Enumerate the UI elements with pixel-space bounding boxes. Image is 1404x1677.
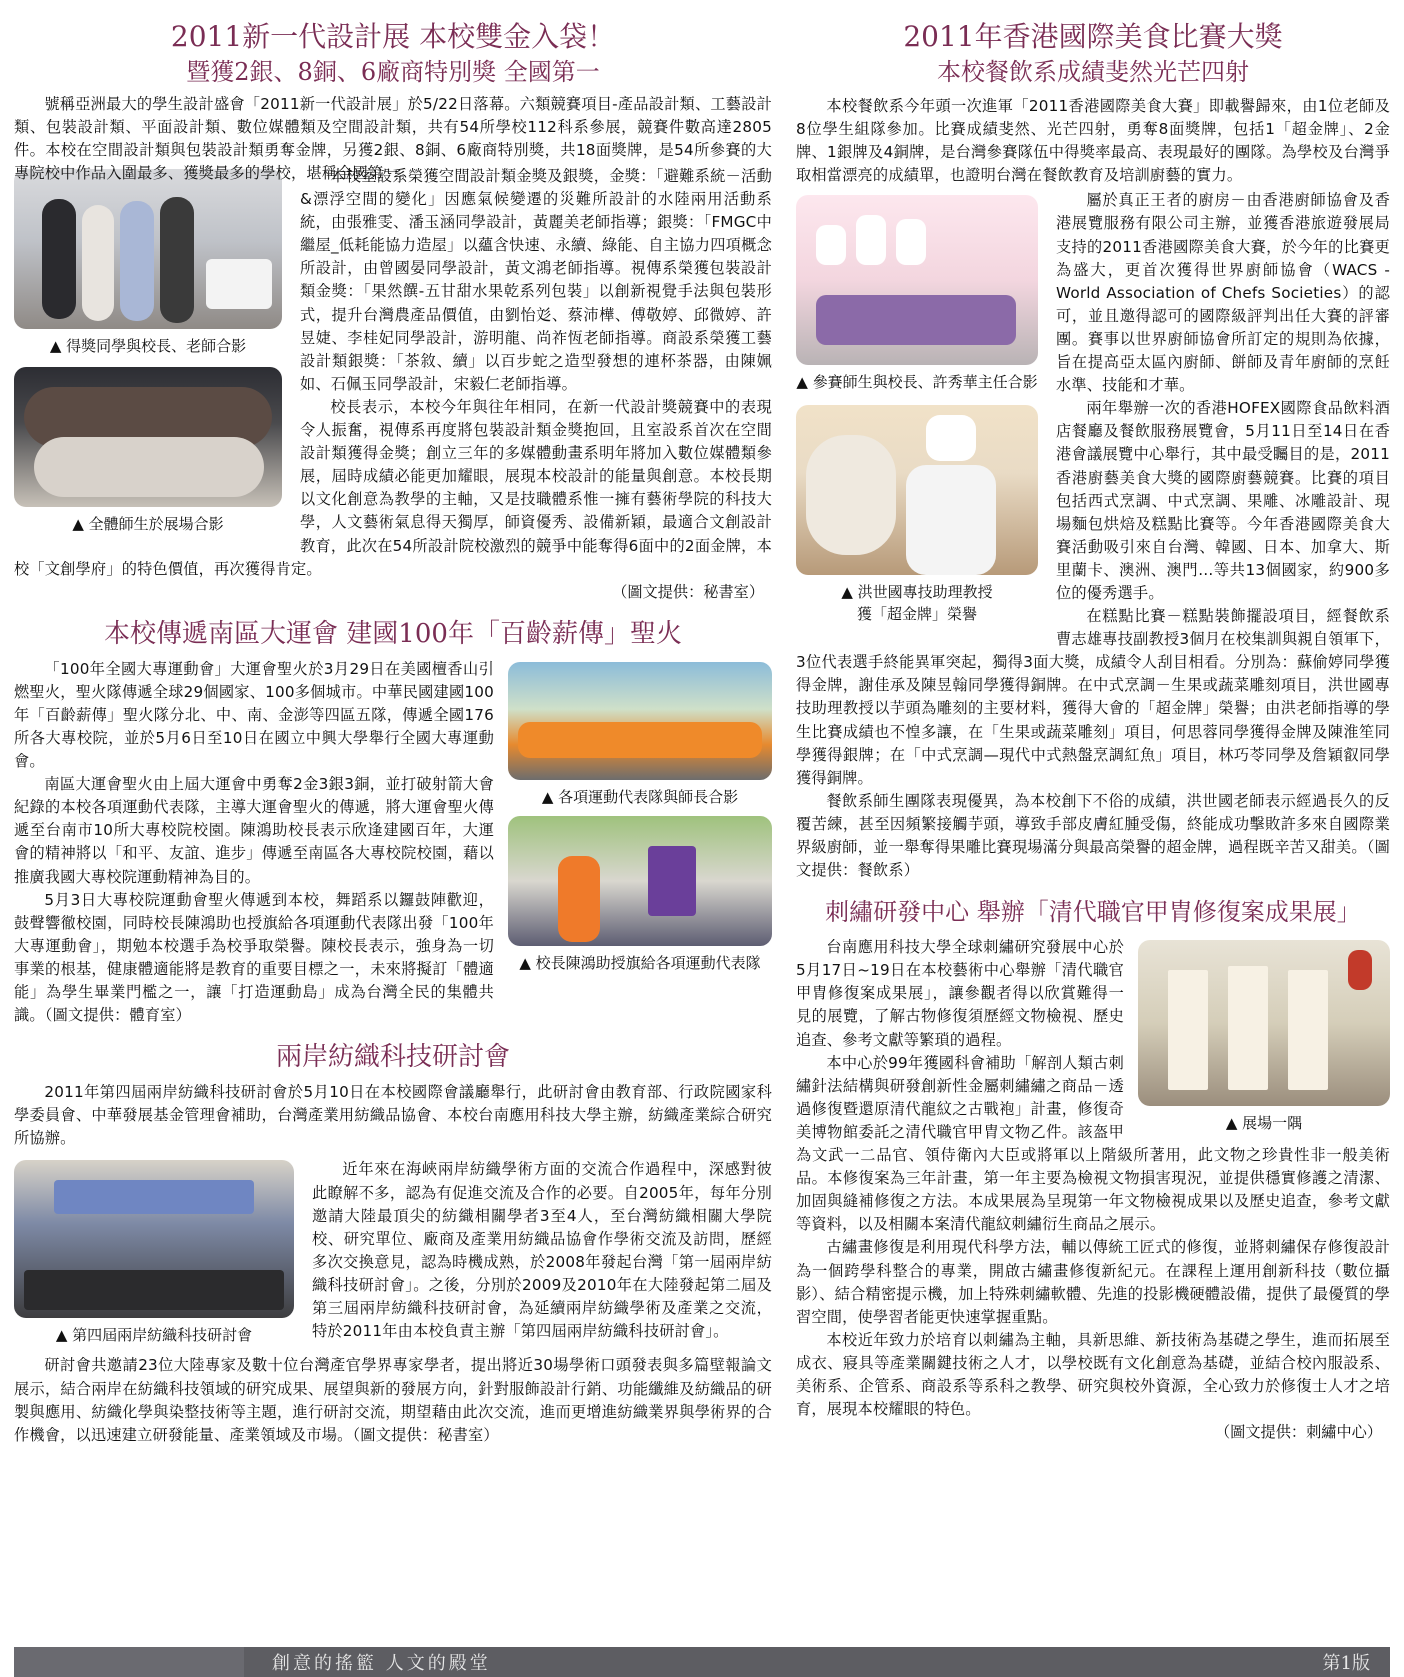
footer-stripe — [14, 1647, 244, 1677]
photo-caption: ▲ 參賽師生與校長、許秀華主任合影 — [796, 371, 1037, 393]
article-paragraph: 校長表示，本校今年與往年相同，在新一代設計獎競賽中的表現令人振奮，視傳系再度將包裝設計類金獎抱回，且室設系首次在空間設計類獲得金獎；創立三年的多媒體動畫系明年將加入數位媒體類參展，屆時成績必能更加耀眼，展現本校設計的能量與創意。本校長期以文化創意為教學的主軸，又是技職體系惟一擁有藝術學院的科技大學，人文藝術氣息得天獨厚，師資優秀、設備新穎，最適合文創設計教育，此次在54所設計院校激烈的競爭中能奪得6面中的2面金牌，本校「文創學府」的特色價值，再次獲得肯定。 — [14, 397, 772, 578]
article-paragraph: 5月3日大專校院運動會聖火傳遞到本校，舞蹈系以鑼鼓陣歡迎，鼓聲響徹校園，同時校長陳鴻助也授旗給各項運動代表隊出發「100年大專運動會」，期勉本校選手為校爭取榮譽。陳校長表示，強身為一切事業的根基，健康體適能將是教育的重要目標之一，未來將擬訂「體適能」為學生畢業門檻之一，讓「打造運動島」成為台灣全民的集體共識。（圖文提供：體育室） — [14, 890, 494, 1025]
article-paragraph: 古繡畫修復是利用現代科學方法，輔以傳統工匠式的修復，並將刺繡保存修復設計為一個跨學科整合的專業，開啟古繡畫修復新紀元。在課程上運用創新科技（數位攝影）、結合精密提示機，加上特殊刺繡軟體、先進的投影機硬體設備，提供了最優質的學習空間，使學習者能更快速掌握重點。 — [796, 1238, 1390, 1326]
photo-flag-handover — [508, 816, 772, 946]
article-title: 2011新一代設計展 本校雙金入袋！ — [170, 20, 616, 53]
photo-award-students — [14, 169, 282, 329]
article-paragraph: 「100年全國大專運動會」大運會聖火於3月29日在美國檀香山引燃聖火，聖火隊傳遞全球29個國家、100多個城市。中華民國建國100年「百齡薪傳」聖火隊分北、中、南、金澎等四區五隊，傳遞全國176所各大專校院，並於5月6日至10日在國立中興大學舉行全國大專運動會。 — [14, 659, 494, 771]
article-hk-culinary — [796, 0, 1390, 882]
photo-caption: ▲ 展場一隅 — [1226, 1112, 1302, 1134]
article-subtitle: 暨獲2銀、8銅、6廠商特別獎 全國第一 — [186, 58, 600, 86]
article-paragraph: 台南應用科技大學全球刺繡研究發展中心於5月17日~19日在本校藝術中心舉辦「清代職官甲胄修復案成果展」，讓參觀者得以欣賞難得一見的展覽，了解古物修復須歷經文物檢視、歷史追查、參考文獻等繁瑣的過程。 — [796, 938, 1124, 1049]
photo-caption: ▲ 各項運動代表隊與師長合影 — [542, 786, 738, 808]
article-paragraph: 近年來在海峽兩岸紡織學術方面的交流合作過程中，深感對彼此瞭解不多，認為有促進交流及合作的必要。自2005年，每年分別邀請大陸最頂尖的紡織相關學者3至4人，至台灣紡織相關大學院校、研究單位、廠商及產業用紡織品協會作學術交流及訪問，歷經多次交換意見，認為時機成熟，於2008年發起台灣「第一屆兩岸紡織科技研討會」。之後，分別於2009及2010年在大陸發起第二屆及第三屆兩岸紡織科技研討會，為延續兩岸紡織學術及產業之交流，特於2011年由本校負責主辦「第四屆兩岸紡織科技研討會」。 — [312, 1160, 772, 1341]
photo-caption: ▲ 洪世國專技助理教授 — [841, 581, 992, 603]
article-embroidery-exhibit — [796, 892, 1390, 1444]
photo-credit: （圖文提供：刺繡中心） — [1214, 1423, 1382, 1442]
article-paragraph: 2011年第四屆兩岸紡織科技研討會於5月10日在本校國際會議廳舉行，此研討會由教育部、行政院國家科學委員會、中華發展基金管理會補助，台灣產業用紡織品協會、本校台南應用科技大學主辦，紡織產業綜合研究所協辦。 — [14, 1083, 772, 1148]
article-title: 本校傳遞南區大運會 建國100年「百齡薪傳」聖火 — [104, 618, 682, 649]
article-title: 2011年香港國際美食比賽大獎 — [903, 20, 1283, 53]
photo-credit: （圖文提供：秘書室） — [612, 582, 764, 601]
article-design-expo — [14, 0, 772, 604]
photo-figure — [1138, 940, 1390, 1138]
article-paragraph: 本校餐飲系今年頭一次進軍「2011香港國際美食大賽」即載譽歸來，由1位老師及8位學生組隊參加。比賽成績斐然、光芒四射，勇奪8面獎牌，包括1「超金牌」、2金牌、1銀牌及4銅牌，是台灣參賽隊伍中得獎率最高、表現最好的團隊。為學校及台灣爭取相當漂亮的成績單，也證明台灣在餐飲教育及培訓廚藝的實力。 — [796, 97, 1390, 185]
photo-caption: ▲ 第四屆兩岸紡織科技研討會 — [56, 1324, 252, 1346]
photo-group-exhibit — [14, 367, 282, 507]
page-footer — [14, 1647, 1390, 1677]
photo-exhibit-corner — [1138, 940, 1390, 1106]
photo-chefs-group — [796, 195, 1038, 365]
right-column — [796, 0, 1390, 1454]
photo-figure — [796, 195, 1038, 625]
photo-figure — [14, 1160, 294, 1350]
photo-chef-medal — [796, 405, 1038, 575]
article-title: 刺繡研發中心 舉辦「清代職官甲胄修復案成果展」 — [825, 898, 1361, 927]
article-torch-relay — [14, 614, 772, 1028]
article-paragraph: 南區大運會聖火由上屆大運會中勇奪2金3銀3銅，並打破射箭大會紀錄的本校各項運動代表隊，主導大運會聖火的傳遞，將大運會聖火傳遞至台南市10所大專校院校園。陳鴻助校長表示欣逢建國百年，大運會的精神將以「和平、友誼、進步」傳遞至南區各大專校院校園，藉以推廣我國大專校院運動精神為目的。 — [14, 775, 494, 886]
article-paragraph: 號稱亞洲最大的學生設計盛會「2011新一代設計展」於5/22日落幕。六類競賽項目-產品設計類、工藝設計類、包裝設計類、平面設計類、數位媒體類及空間設計類，共有54所學校112科系參展，競賽件數高達2805件。本校在空間設計類與包裝設計類勇奪金牌，另獲2銀、8銅、6廠商特別獎，共18面獎牌，是54所參賽的大專院校中作品入圍最多、獲獎最多的學校，堪稱全國第一。 — [14, 95, 772, 183]
article-textile-seminar — [14, 1037, 772, 1447]
article-paragraph: 在糕點比賽－糕點裝飾擺設項目，經餐飲系曹志雄專技副教授3個月在校集訓與親自領軍下，3位代表選手終能異軍突起，獨得3面大獎，成績令人刮目相看。分別為：蘇偷婷同學獲得金牌，謝佳承及陳昱翰同學獲得銅牌。在中式烹調－生果或蔬菜雕刻項目，洪世國專技助理教授以芋頭為雕刻的主要材料，獲得大會的「超金牌」榮譽；由洪老師指導的學生比賽成績也不惶多讓，在「生果或蔬菜雕刻」項目，何思蓉同學獲得金牌及陳淮笙同學獲得銀牌；在「中式烹調—現代中式熱盤烹調紅魚」項目，林巧苓同學及詹穎叡同學獲得銅牌。 — [796, 607, 1390, 787]
left-column — [14, 0, 772, 1457]
photo-figure — [508, 662, 772, 978]
article-paragraph: 本中心於99年獲國科會補助「解剖人類古刺繡針法結構與研發創新性金屬刺繡繡之商品－透過修復暨還原清代龍紋之古戰袍」計畫，修復奇美博物館委託之清代職官甲胄文物乙件。該盔甲為文武一二品官、領侍衛內大臣或將軍以上階級所著用，此文物之珍貴性非一般美術品。本修復案為三年計畫，第一年主要為檢視文物損害現況，並提供穩實修護之清潔、加固與縫補修復之方法。本成果展為呈現第一年文物檢視成果以及歷史追查，參考文獻等資料，以及相關本案清代龍紋刺繡衍生商品之展示。 — [796, 1053, 1390, 1234]
photo-caption-line2: 獲「超金牌」榮譽 — [856, 605, 977, 624]
footer-motto: 創意的搖籃 人文的殿堂 — [272, 1653, 491, 1674]
photo-caption: ▲ 校長陳鴻助授旗給各項運動代表隊 — [519, 952, 760, 974]
page-number: 第1版 — [1322, 1653, 1370, 1674]
article-paragraph: 本校近年致力於培育以刺繡為主軸，具新思維、新技術為基礎之學生，進而拓展至成衣、寢具等產業關鍵技術之人才，以學校既有文化創意為基礎，並結合校內服設系、美術系、企管系、商設系等系科之教學、研究與校外資源，全心致力於修復士人才之培育，展現本校耀眼的特色。 — [796, 1330, 1390, 1419]
article-paragraph: 研討會共邀請23位大陸專家及數十位台灣產官學界專家學者，提出將近30場學術口頭發表與多篇壁報論文展示，結合兩岸在紡織科技領域的研究成果、展望與新的發展方向，針對服飾設計行銷、功能纖維及紡織品的研製與應用、紡織化學與染整技術等主題，進行研討交流，期望藉由此次交流，進而更增進紡織業界與學術界的合作機會，以迅速建立研發能量、產業領域及市場。（圖文提供：秘書室） — [14, 1356, 772, 1444]
article-paragraph: 餐飲系師生團隊表現優異，為本校創下不俗的成績，洪世國老師表示經過長久的反覆苦練，甚至因頻繁接觸芋頭，導致手部皮膚紅腫受傷，終能成功擊敗許多來自國際業界級廚師，並一舉奪得果雕比賽現場滿分與最高榮譽的超金牌，過程既辛苦又甜美。（圖文提供：餐飲系） — [796, 791, 1390, 880]
article-paragraph: 兩年舉辦一次的香港HOFEX國際食品飲料酒店餐廳及餐飲服務展覽會，5月11日至14日在香港會議展覽中心舉行，其中最受矚目的是，2011香港廚藝美食大獎的國際廚藝競賽。比賽的項目包括西式烹調、中式烹調、果雕、冰雕設計、現場麵包烘焙及糕點比賽等。今年香港國際美食大賽活動吸引來自台灣、韓國、日本、加拿大、斯里蘭卡、澳洲、澳門…等共13個國家，約900多位的優秀選手。 — [1056, 399, 1390, 602]
article-title: 兩岸紡織科技研討會 — [275, 1042, 510, 1073]
photo-caption: ▲ 全體師生於展場合影 — [72, 513, 223, 535]
photo-figure — [14, 169, 282, 539]
article-paragraph: 屬於真正王者的廚房－由香港廚師協會及香港展覽服務有限公司主辦，並獲香港旅遊發展局支持的2011香港國際美食大賽，於今年的比賽更為盛大，更首次獲得世界廚師協會（WACS - World Association of Chefs Societies）的認可，並且邀得認可的國際級評判出任大賽的評審團。賽事以世界廚師協會所訂定的規則為依據，旨在提高亞太區內廚師、餅師及青年廚師的烹飪水準、技能和才華。 — [1056, 191, 1390, 395]
photo-sports-teams — [508, 662, 772, 780]
photo-seminar-stage — [14, 1160, 294, 1318]
photo-caption: ▲ 得獎同學與校長、老師合影 — [50, 335, 246, 357]
article-subtitle: 本校餐飲系成績斐然光芒四射 — [937, 58, 1249, 86]
article-paragraph: 本校室設系榮獲空間設計類金獎及銀獎，金獎：「避難系統－活動&漂浮空間的變化」因應氣候變遷的災難所設計的水陸兩用活動系統，由張雅雯、潘玉涵同學設計，黃麗美老師指導；銀獎：「FMGC中繼屋_低耗能協力造屋」以蘊含快速、永續、綠能、自主協力四項概念所設計，由曾國晏同學設計，黃文鴻老師指導。視傳系榮獲包裝設計類金獎：「果然饌-五甘甜水果乾系列包裝」以創新視覺手法與包裝形式，提升台灣農產品價值，由劉怡彣、蔡沛樺、傅敬婷、邱微婷、許昱婕、李桂妃同學設計，游明龍、尚祚恆老師指導。商設系榮獲工藝設計類銀獎：「茶敘、續」以百步蛇之造型發想的連杯茶器，由陳姵如、石佩玉同學設計，宋毅仁老師指導。 — [300, 167, 772, 393]
